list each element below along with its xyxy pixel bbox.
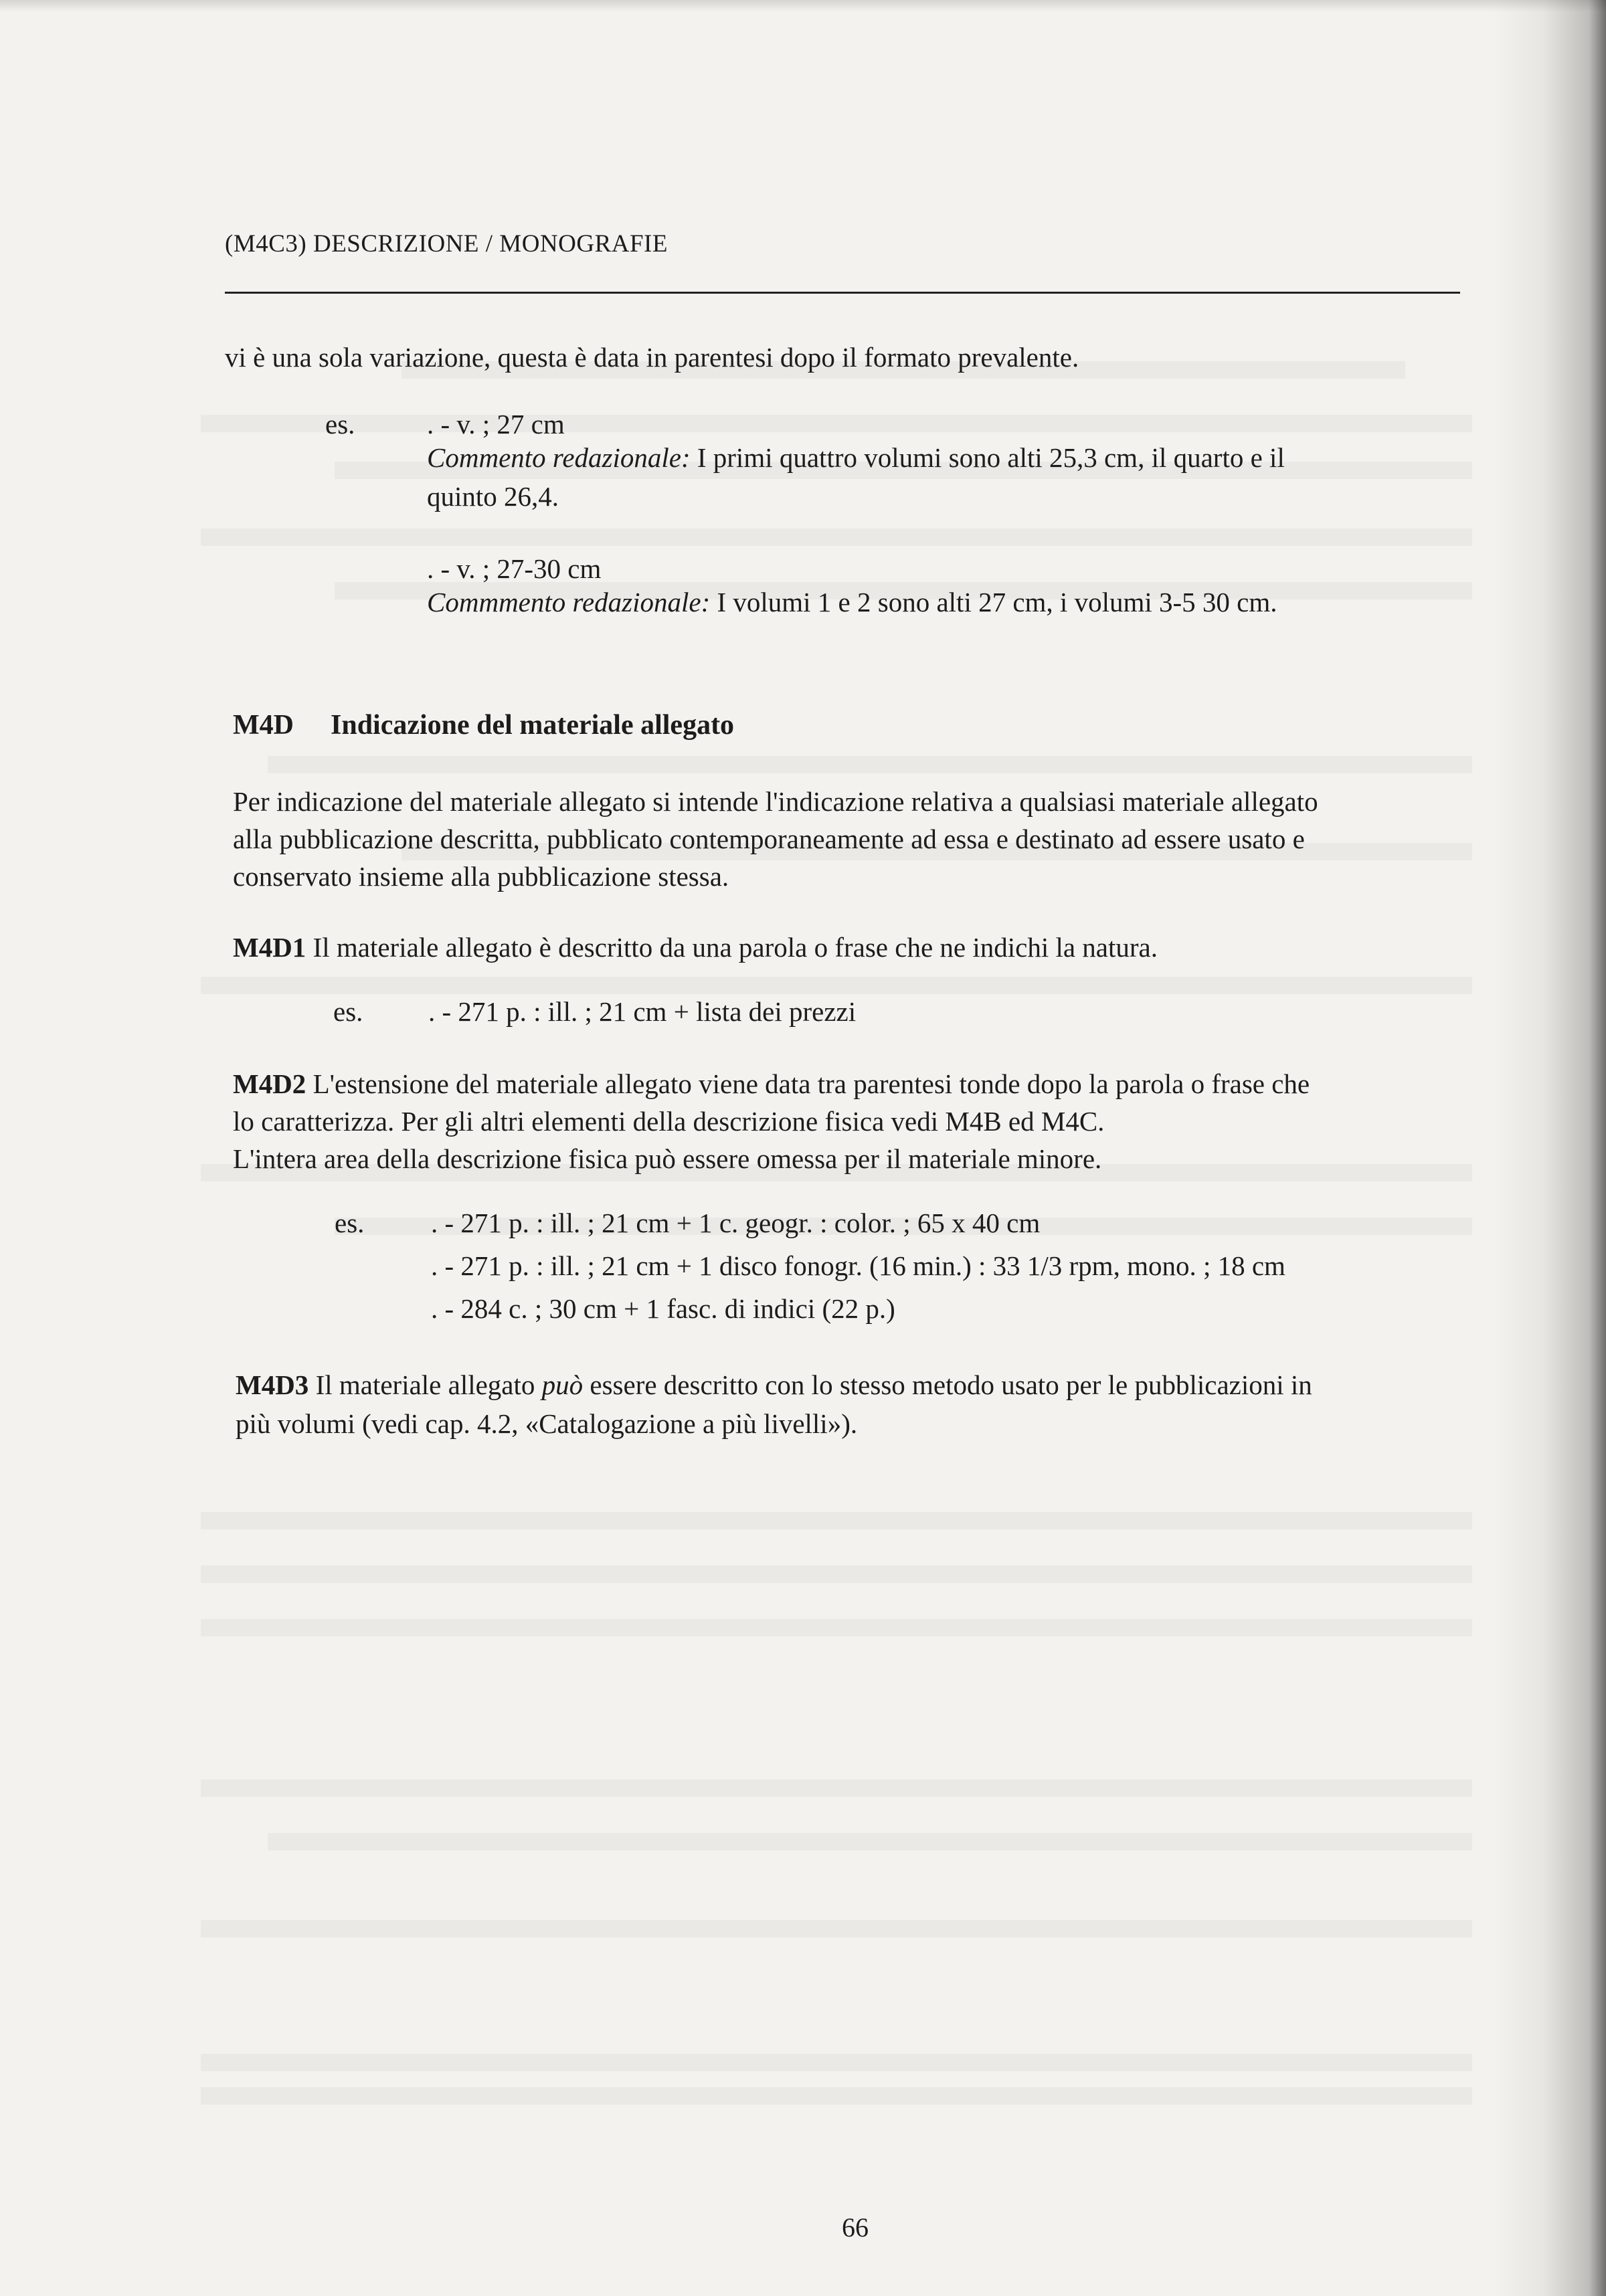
rule-m4d2 — [233, 1065, 1310, 1103]
example-value: . - v. ; 27 cm — [427, 409, 565, 440]
example-value: . - 271 p. : ill. ; 21 cm + 1 c. geogr. : color. ; 65 x 40 cm — [431, 1208, 1041, 1238]
example-label: es. — [333, 996, 363, 1027]
top-edge-shadow — [0, 0, 1606, 12]
section-title: Indicazione del materiale allegato — [331, 710, 735, 741]
comment-text: I volumi 1 e 2 sono alti 27 cm, i volumi 3-5 30 cm. — [710, 587, 1277, 617]
rule-code: M4D1 — [233, 932, 306, 963]
example-label: es. — [325, 409, 355, 440]
rule-code: M4D2 — [233, 1068, 306, 1099]
example-label: es. — [335, 1208, 365, 1238]
rule-text: essere descritto con lo stesso metodo usato per le pubblicazioni in — [583, 1369, 1312, 1400]
comment-label: Commento redazionale: — [427, 442, 691, 473]
page-number: 66 — [842, 2212, 869, 2242]
example-value: . - v. ; 27-30 cm — [427, 553, 602, 584]
rule-text-line: lo caratterizza. Per gli altri elementi della descrizione fisica vedi M4B ed M4C. — [233, 1106, 1105, 1137]
running-head: (M4C3) DESCRIZIONE / MONOGRAFIE — [225, 230, 668, 258]
section-paragraph-line: conservato insieme alla pubblicazione stessa. — [233, 861, 729, 892]
rule-text-line: L'intera area della descrizione fisica può essere omessa per il materiale minore. — [233, 1143, 1102, 1174]
rule-m4d3 — [236, 1366, 1312, 1404]
example-value: . - 284 c. ; 30 cm + 1 fasc. di indici (22 p.) — [431, 1293, 895, 1324]
section-paragraph-line: alla pubblicazione descritta, pubblicato contemporaneamente ad essa e destinato ad essere usato e — [233, 824, 1305, 854]
rule-text: Il materiale allegato — [308, 1369, 542, 1400]
comment-continuation: quinto 26,4. — [427, 481, 559, 512]
rule-text: Il materiale allegato è descritto da una parola o frase che ne indichi la natura. — [306, 932, 1158, 963]
binding-shadow — [1492, 0, 1606, 2296]
rule-text-line: più volumi (vedi cap. 4.2, «Catalogazione a più livelli»). — [236, 1408, 858, 1439]
header-rule — [225, 292, 1460, 294]
example-value: . - 271 p. : ill. ; 21 cm + lista dei prezzi — [428, 996, 857, 1027]
rule-m4d1 — [233, 929, 1158, 966]
comment-label: Commmento redazionale: — [427, 587, 711, 617]
section-code: M4D — [233, 710, 294, 741]
section-paragraph-line: Per indicazione del materiale allegato si intende l'indicazione relativa a qualsiasi materiale allegato — [233, 786, 1318, 817]
example-value: . - 271 p. : ill. ; 21 cm + 1 disco fonogr. (16 min.) : 33 1/3 rpm, mono. ; 18 cm — [431, 1250, 1285, 1281]
rule-code: M4D3 — [236, 1369, 309, 1400]
comment-line — [427, 583, 1277, 621]
rule-text: L'estensione del materiale allegato viene data tra parentesi tonde dopo la parola o frase che — [306, 1068, 1310, 1099]
comment-text: I primi quattro volumi sono alti 25,3 cm, il quarto e il — [690, 442, 1285, 473]
comment-line — [427, 439, 1457, 476]
intro-line: vi è una sola variazione, questa è data in parentesi dopo il formato prevalente. — [225, 342, 1079, 373]
rule-text-emphasis: può — [541, 1369, 584, 1400]
